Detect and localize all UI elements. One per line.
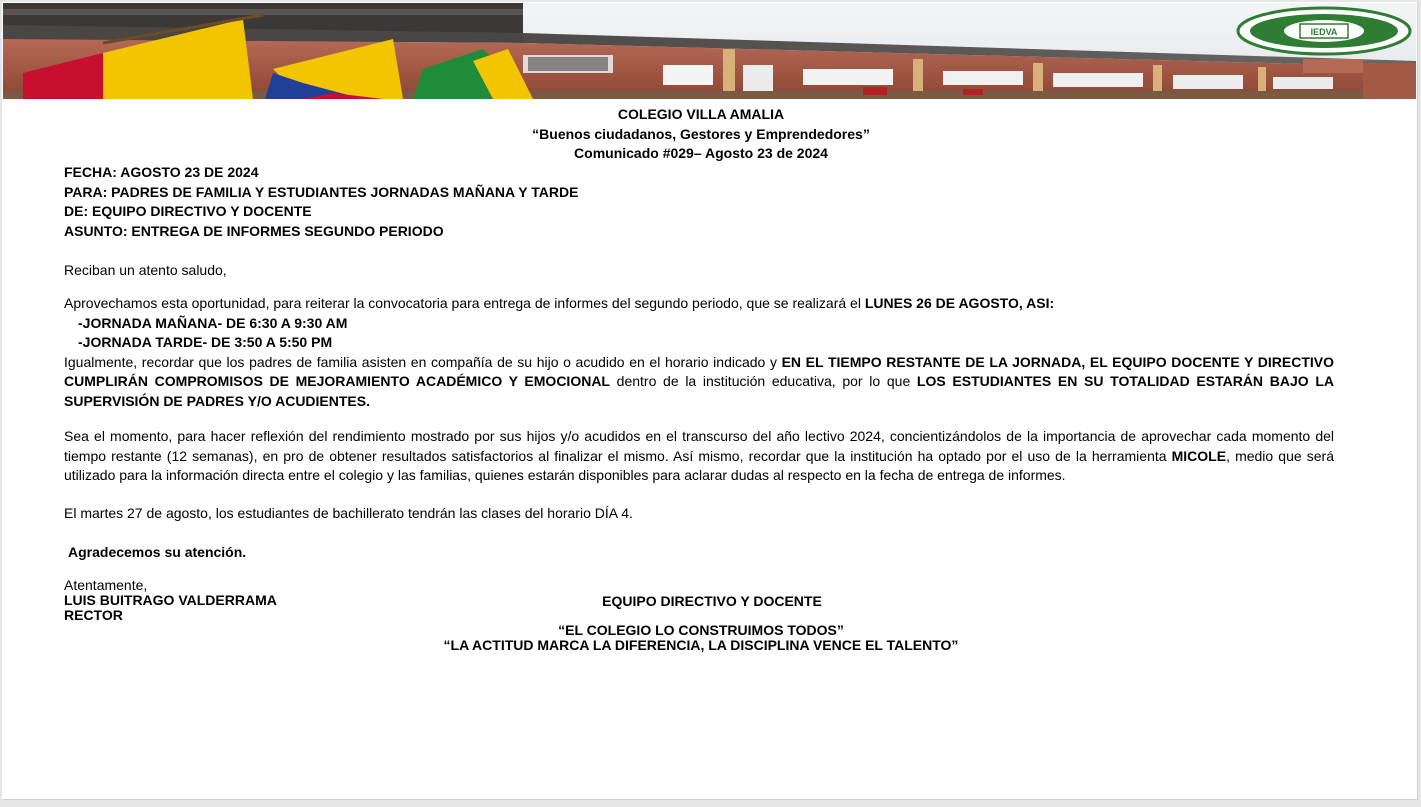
memo-header-fields <box>64 163 578 241</box>
letterhead-title-block <box>2 105 1400 164</box>
jornada-tarde: -JORNADA TARDE- DE 3:50 A 5:50 PM <box>78 334 333 350</box>
school-building-image <box>3 3 1416 99</box>
thanks-line: Agradecemos su atención. <box>68 544 247 560</box>
greeting: Reciban un atento saludo, <box>64 262 227 278</box>
paragraph-martes: El martes 27 de agosto, los estudiantes de bachillerato tendrán las clases del horario DÍA 4. <box>64 505 633 521</box>
convocatoria-date: LUNES 26 DE AGOSTO, ASI: <box>864 295 1055 311</box>
slogan-1: “EL COLEGIO LO CONSTRUIMOS TODOS” <box>558 622 844 638</box>
slogan-2: “LA ACTITUD MARCA LA DIFERENCIA, LA DISCIPLINA VENCE EL TALENTO” <box>443 637 959 653</box>
communique-number: Comunicado #029– Agosto 23 de 2024 <box>574 145 828 161</box>
reflexion-text-c: , medio que será utilizado para la información directa entre el colegio y las familias, quienes estarán disponibles para aclarar dudas al respecto en la fecha de entrega de informes. <box>64 447 1334 483</box>
signer-role: RECTOR <box>64 607 123 623</box>
footer-slogans <box>2 623 1400 653</box>
convocatoria-text: Aprovechamos esta oportunidad, para reiterar la convocatoria para entrega de informes del segundo periodo, que se realizará el <box>64 295 865 311</box>
school-name: COLEGIO VILLA AMALIA <box>617 106 785 122</box>
svg-text:IEDVA: IEDVA <box>1310 27 1338 37</box>
igualmente-bold-b: EN EL TIEMPO RESTANTE DE LA JORNADA, EL EQUIPO DOCENTE Y DIRECTIVO CUMPLIRÁN COMPROMISOS DE MEJORAMIENTO ACADÉMICO Y EMOCIONAL <box>64 353 1335 389</box>
field-de: DE: EQUIPO DIRECTIVO Y DOCENTE <box>64 203 312 219</box>
paragraph-igualmente <box>64 353 1334 412</box>
document-page <box>2 2 1418 800</box>
paragraph-reflexion <box>64 427 1334 486</box>
micole-tool: MICOLE <box>1171 447 1227 464</box>
convocatoria-line <box>64 294 1334 314</box>
jornada-manana: -JORNADA MAÑANA- DE 6:30 A 9:30 AM <box>78 314 348 331</box>
team-signature: EQUIPO DIRECTIVO Y DOCENTE <box>602 593 822 609</box>
school-motto: “Buenos ciudadanos, Gestores y Emprendedores” <box>532 125 870 142</box>
signer-name: LUIS BUITRAGO VALDERRAMA <box>64 592 277 608</box>
igualmente-text-a: Igualmente, recordar que los padres de familia asisten en compañía de su hijo o acudido en el horario indicado y <box>64 353 782 370</box>
school-logo-seal <box>1236 6 1412 56</box>
field-asunto: ASUNTO: ENTREGA DE INFORMES SEGUNDO PERIODO <box>64 222 444 239</box>
closing: Atentamente, <box>64 577 148 593</box>
paragraph-convocatoria <box>64 294 1334 411</box>
header-banner-photo <box>3 3 1416 99</box>
field-para: PARA: PADRES DE FAMILIA Y ESTUDIANTES JORNADAS MAÑANA Y TARDE <box>64 183 579 200</box>
field-fecha: FECHA: AGOSTO 23 DE 2024 <box>64 164 259 180</box>
igualmente-bold-d: LOS ESTUDIANTES EN SU TOTALIDAD ESTARÁN BAJO LA SUPERVISIÓN DE PADRES Y/O ACUDIENTES. <box>64 373 1334 409</box>
reflexion-text-a: Sea el momento, para hacer reflexión del rendimiento mostrado por sus hijos y/o acudidos en el transcurso del año lectivo 2024, concientizándolos de la importancia de aprovechar cada momento del tiempo restante (12 semanas), en pro de obtener resultados satisfactorios al finalizar el mismo. Así mismo, recordar que la institución ha optado por el uso de la herramienta <box>64 428 1334 464</box>
signature-block <box>64 578 277 623</box>
igualmente-text-c: dentro de la institución educativa, por lo que <box>609 373 917 389</box>
